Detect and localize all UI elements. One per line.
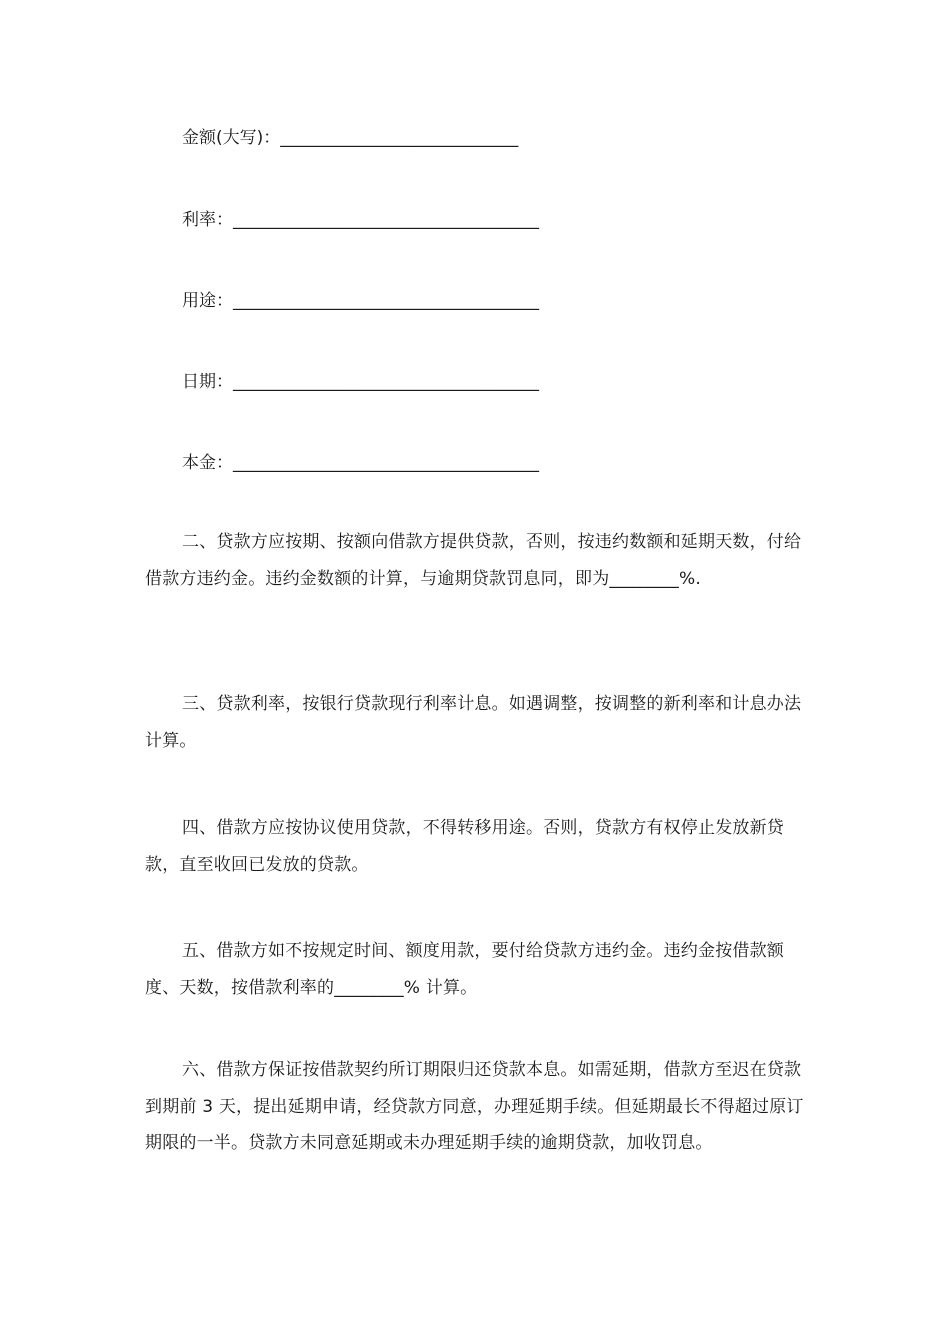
interest-rate-field: 利率：____________________________________ bbox=[182, 210, 539, 230]
clause-4-paragraph: 四、借款方应按协议使用贷款，不得转移用途。否则，贷款方有权停止发放新贷款，直至收回已发放的贷款。 bbox=[145, 818, 784, 875]
principal-field: 本金：____________________________________ bbox=[182, 453, 539, 473]
clause-2-paragraph: 二、贷款方应按期、按额向借款方提供贷款，否则，按违约数额和延期天数，付给借款方违约金。违约金数额的计算，与逾期贷款罚息同，即为________%. bbox=[145, 532, 802, 589]
loan-date-field: 日期：____________________________________ bbox=[182, 372, 539, 392]
clause-3-paragraph: 三、贷款利率，按银行贷款现行利率计息。如遇调整，按调整的新利率和计息办法计算。 bbox=[145, 694, 802, 751]
clause-5-paragraph: 五、借款方如不按规定时间、额度用款，要付给贷款方违约金。违约金按借款额度、天数，按借款利率的________% 计算。 bbox=[145, 941, 784, 998]
clause-6-paragraph: 六、借款方保证按借款契约所订期限归还贷款本息。如需延期，借款方至迟在贷款到期前 3 天，提出延期申请，经贷款方同意，办理延期手续。但延期最长不得超过原订期限的一半。贷款方未同意延期或未办理延期手续的逾期贷款，加收罚息。 bbox=[145, 1060, 804, 1153]
loan-purpose-field: 用途：____________________________________ bbox=[182, 291, 539, 311]
amount-in-words-field: 金额(大写)：____________________________ bbox=[182, 128, 519, 148]
